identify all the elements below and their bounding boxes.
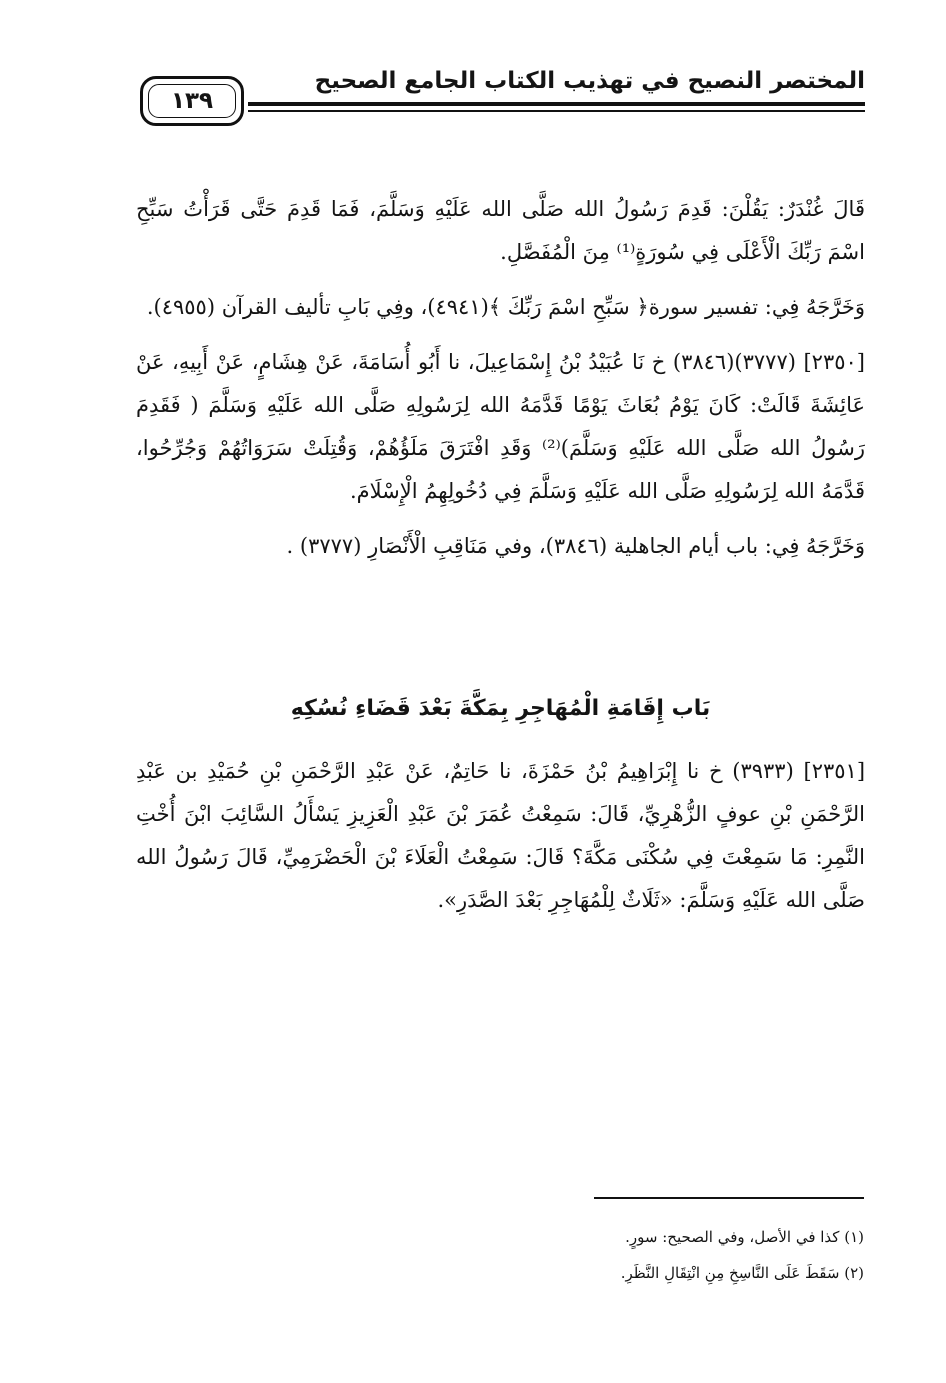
footnote: (١) كذا في الأصل، وفي الصحيح: سورٍ. xyxy=(625,1228,864,1246)
paragraph: وَخَرَّجَهُ فِي: باب أيام الجاهلية (٣٨٤٦)، وفي مَنَاقِبِ الْأَنْصَارِ (٣٧٧٧) . xyxy=(286,534,865,558)
main-text xyxy=(136,188,865,580)
section-heading: بَاب إِقَامَةِ الْمُهَاجِرِ بِمَكَّةَ بَعْدَ قَضَاءِ نُسُكِهِ xyxy=(290,696,711,721)
paragraph: [٢٣٥١] (٣٩٣٣) خ نا إِبْرَاهِيمُ بْنُ حَمْزَةَ، نا حَاتِمٌ، عَنْ عَبْدِ الرَّحْمَنِ بْنِ حُمَيْدِ بن عَبْدِ الرَّحْمَنِ بْنِ عوفٍ الزُّهْرِيِّ، قَالَ: سَمِعْتُ عُمَرَ بْنَ عَبْدِ الْعَزِيزِ يَسْأَلُ السَّائِبَ ابْنَ أُخْتِ النَّمِرِ: مَا سَمِعْتَ فِي سُكْنَى مَكَّةَ؟ قَالَ: سَمِعْتُ الْعَلَاءَ بْنَ الْحَضْرَمِيِّ، قَالَ رَسُولُ الله صَلَّى الله عَلَيْهِ وَسَلَّمَ: «ثَلَاثٌ لِلْمُهَاجِرِ بَعْدَ الصَّدَرِ». xyxy=(136,759,866,912)
page-number-box xyxy=(140,76,244,126)
section-text xyxy=(136,750,865,922)
page-header xyxy=(130,62,865,152)
paragraph: وَخَرَّجَهُ فِي: تفسير سورة﴿ سَبِّحِ اسْمَ رَبِّكَ ﴾(٤٩٤١)، وفِي بَابِ تأليف القرآن (٤٩٥٥). xyxy=(146,295,865,319)
header-rule-thin xyxy=(248,110,865,112)
paragraph: قَالَ غُنْدَرٌ: يَقُلْنَ: قَدِمَ رَسُولُ الله صَلَّى الله عَلَيْهِ وَسَلَّمَ، فَمَا قَدِمَ حَتَّى قَرَأْتُ سَبِّحِ اسْمَ رَبِّكَ الْأَعْلَى فِي سُورَةٍ⁽¹⁾ مِنَ الْمُفَصَّلِ. xyxy=(136,197,865,264)
page-number: ١٣٩ xyxy=(170,88,214,114)
footnote: (٢) سَقَطَ عَلَى النَّاسِخِ مِنِ انْتِقَالِ النَّظَرِ. xyxy=(620,1264,864,1282)
book-title: المختصر النصيح في تهذيب الكتاب الجامع الصحيح xyxy=(314,68,865,94)
footnote-divider xyxy=(594,1197,864,1199)
footnotes xyxy=(500,1219,864,1291)
paragraph: [٢٣٥٠] (٣٧٧٧)(٣٨٤٦) خ نَا عُبَيْدُ بْنُ إِسْمَاعِيلَ، نا أَبُو أُسَامَةَ، عَنْ هِشَامٍ، عَنْ أَبِيهِ، عَنْ عَائِشَةَ قَالَتْ: كَانَ يَوْمُ بُعَاثَ يَوْمًا قَدَّمَهُ الله لِرَسُولِهِ صَلَّى الله عَلَيْهِ وَسَلَّمَ ( فَقَدِمَ رَسُولُ الله صَلَّى الله عَلَيْهِ وَسَلَّمَ)⁽²⁾ وَقَدِ افْتَرَقَ مَلَؤُهُمْ، وَقُتِلَتْ سَرَوَاتُهُمْ وَجُرِّحُوا، قَدَّمَهُ الله لِرَسُولِهِ صَلَّى الله عَلَيْهِ وَسَلَّمَ فِي دُخُولِهِمُ الْإِسْلَامَ. xyxy=(136,350,865,503)
header-rule-thick xyxy=(248,102,865,106)
